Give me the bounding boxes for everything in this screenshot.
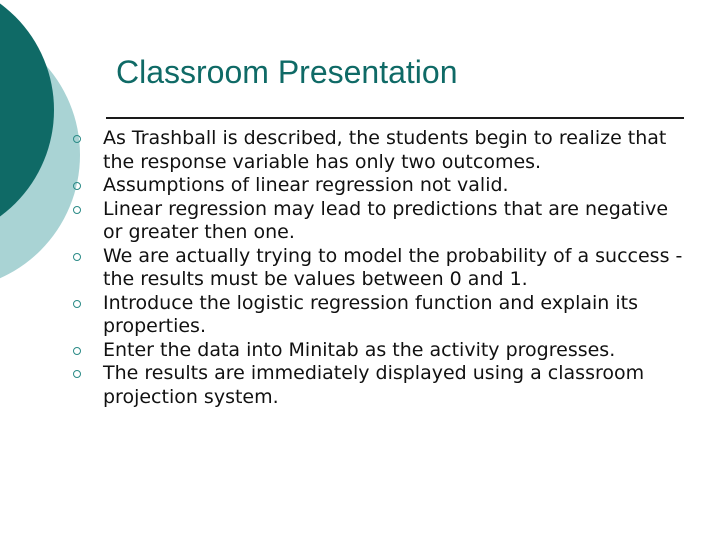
bullet-text: Enter the data into Minitab as the activity progresses.	[103, 338, 616, 361]
hollow-circle-bullet-icon	[73, 206, 81, 214]
bullet-item	[73, 198, 693, 245]
bullet-item	[73, 362, 693, 409]
bullet-item	[73, 292, 693, 339]
bullet-text: Assumptions of linear regression not valid.	[103, 174, 509, 196]
bullet-text: We are actually trying to model the probability of a success - the results must be values between 0 and 1.	[103, 244, 683, 290]
bullet-text: Introduce the logistic regression function and explain its properties.	[103, 291, 638, 337]
hollow-circle-bullet-icon	[73, 347, 81, 355]
bullet-text: Linear regression may lead to predictions that are negative or greater then one.	[103, 197, 669, 243]
hollow-circle-bullet-icon	[73, 370, 81, 378]
bullet-item	[73, 245, 693, 292]
bullet-item	[73, 339, 693, 363]
bullet-list	[73, 127, 693, 409]
slide-title: Classroom Presentation	[116, 54, 458, 90]
bullet-text: The results are immediately displayed using a classroom projection system.	[103, 362, 645, 408]
title-underline	[106, 117, 684, 119]
hollow-circle-bullet-icon	[73, 300, 81, 308]
bullet-item	[73, 127, 693, 174]
hollow-circle-bullet-icon	[73, 182, 81, 190]
bullet-item	[73, 174, 693, 198]
bullet-text: As Trashball is described, the students begin to realize that the response variable has only two outcomes.	[103, 127, 667, 173]
hollow-circle-bullet-icon	[73, 253, 81, 261]
hollow-circle-bullet-icon	[73, 135, 81, 143]
